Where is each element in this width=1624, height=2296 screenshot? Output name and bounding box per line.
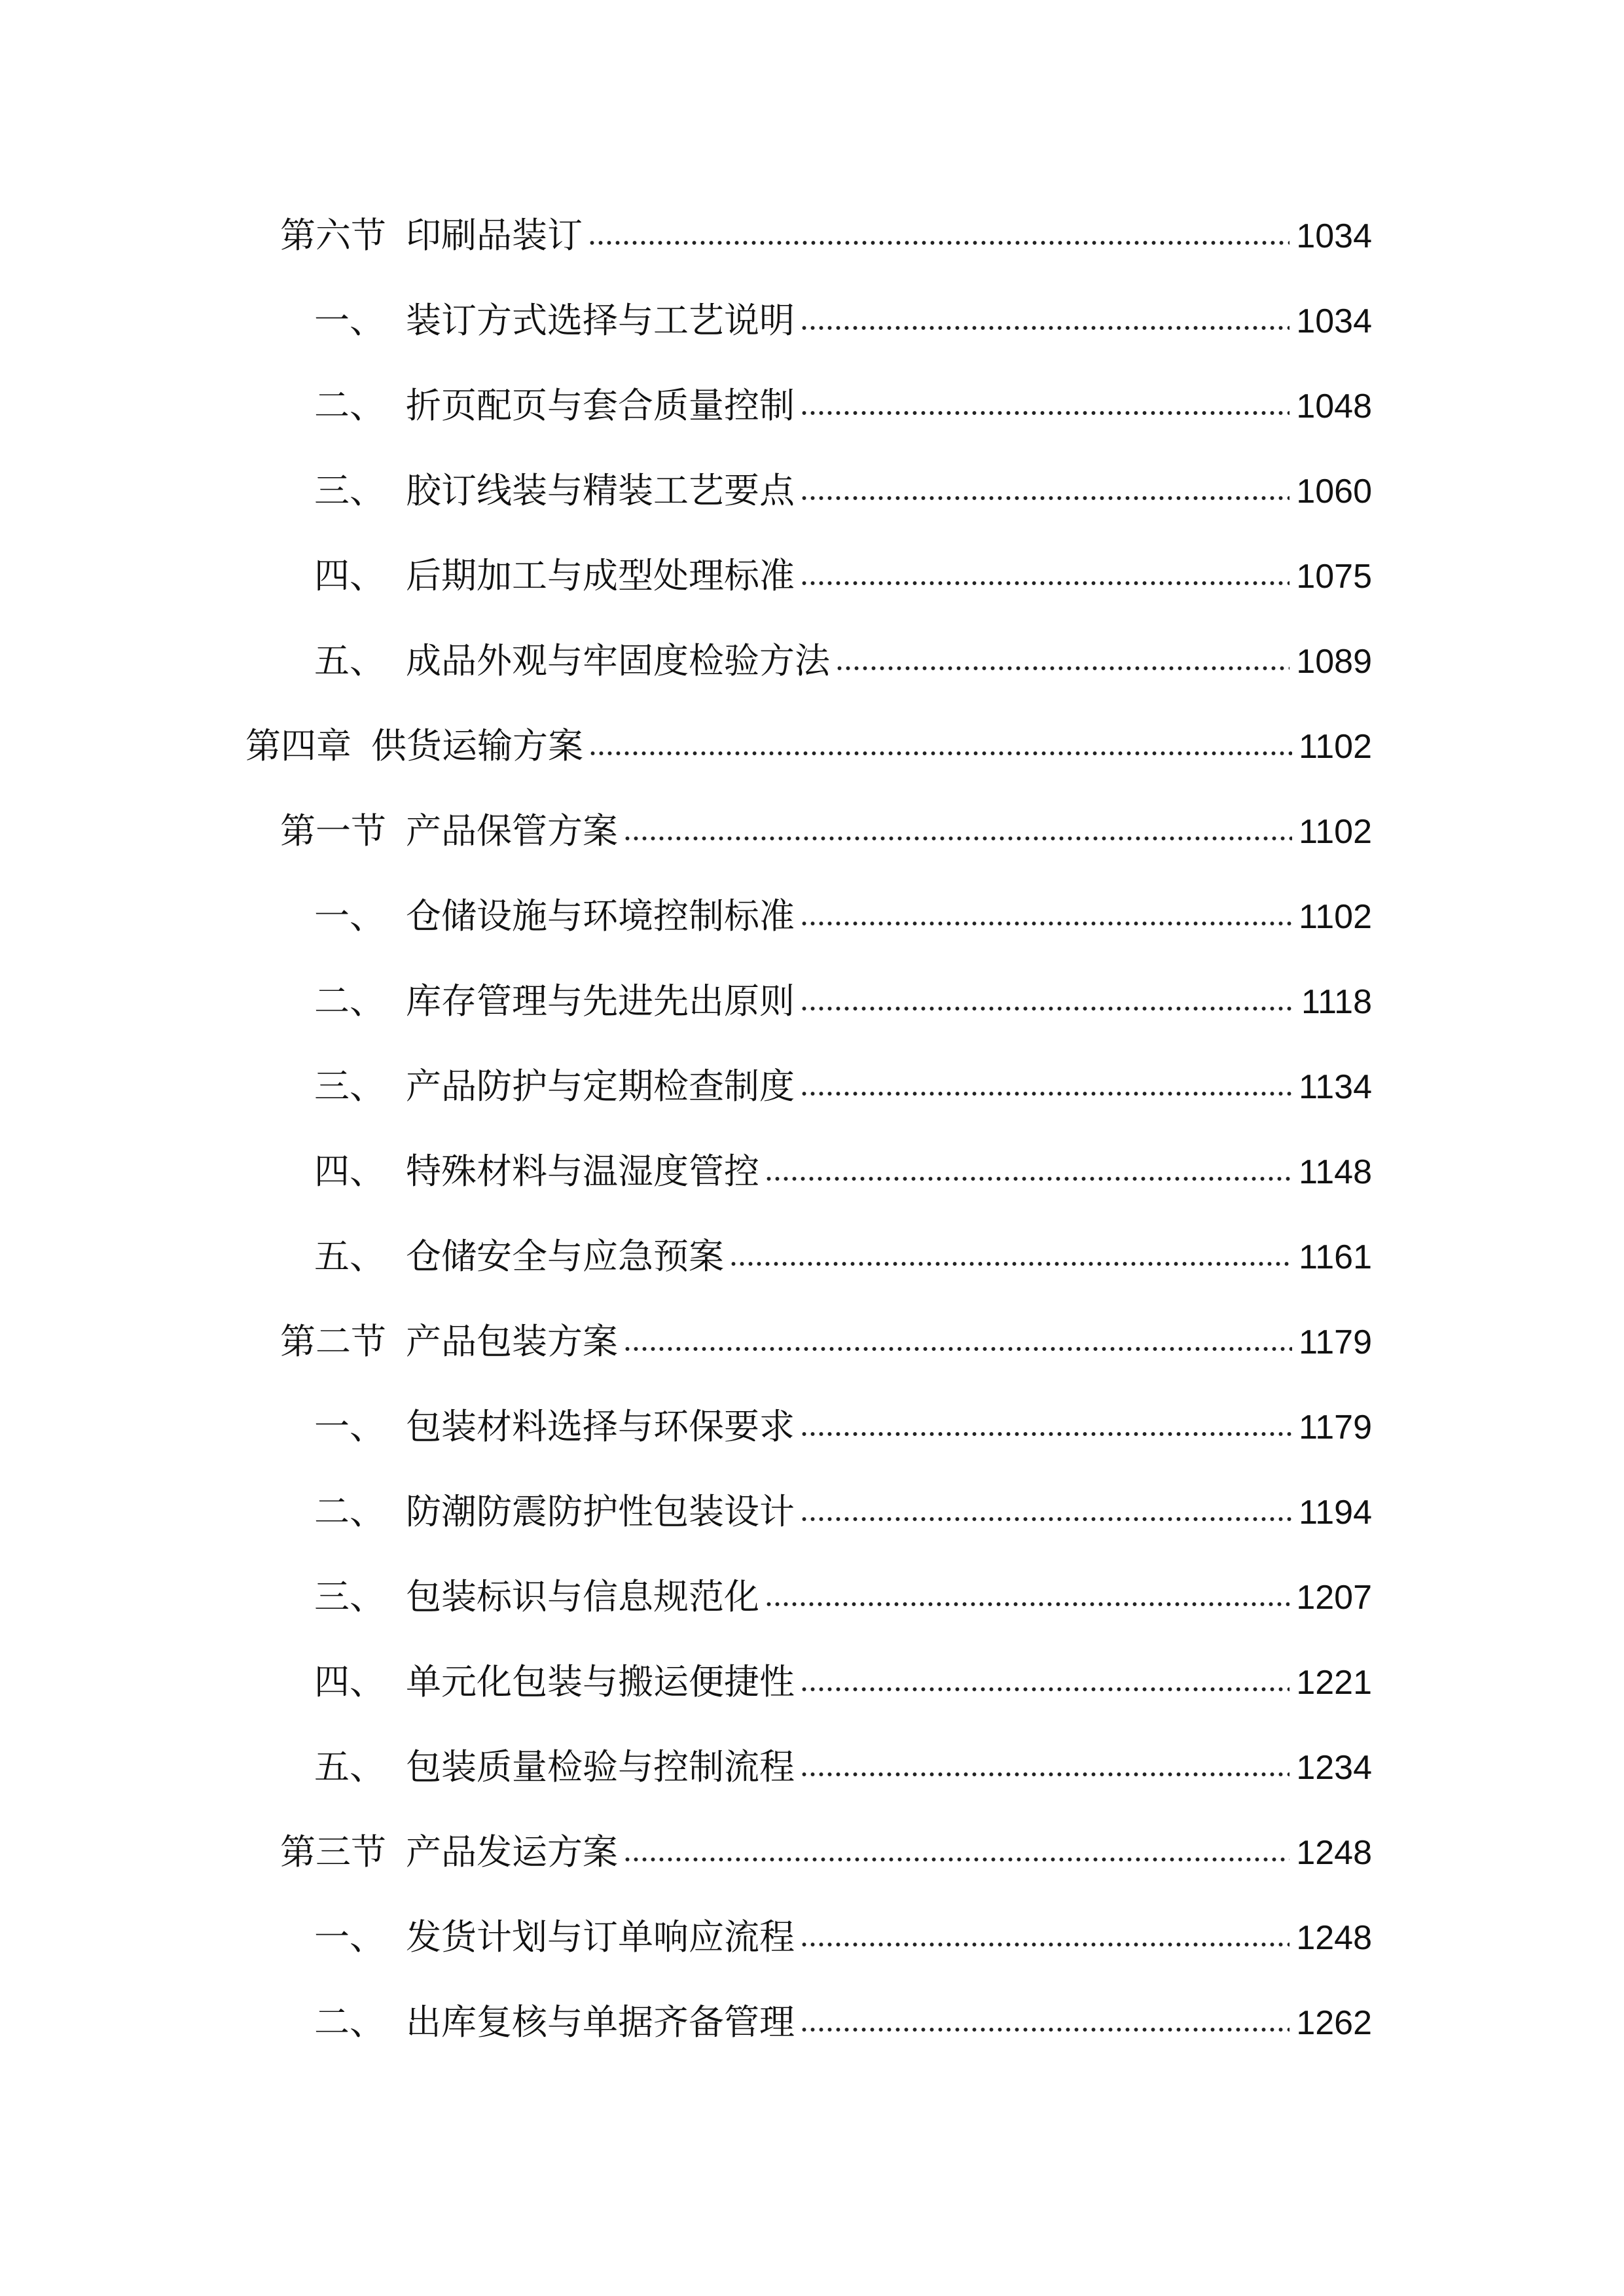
- toc-entry-page: 1034: [1296, 302, 1372, 340]
- toc-entry[interactable]: [280, 209, 1372, 262]
- toc-entry-page: 1221: [1296, 1664, 1372, 1702]
- toc-entry-page: 1262: [1296, 2004, 1372, 2042]
- toc-entry[interactable]: [314, 1996, 1372, 2049]
- toc-entry[interactable]: [314, 1741, 1372, 1793]
- toc-entry-title: 产品包装方案: [406, 1321, 618, 1362]
- toc-entry-page: 1179: [1299, 1323, 1372, 1361]
- dot-leader: [800, 1004, 1295, 1013]
- toc-entry-page: 1048: [1296, 387, 1372, 425]
- toc-entry-title: 成品外观与牢固度检验方法: [406, 640, 830, 681]
- toc-entry-label: 二、: [314, 385, 385, 426]
- toc-entry-page: 1102: [1299, 898, 1372, 936]
- dot-leader: [765, 1600, 1290, 1609]
- dot-leader: [588, 749, 1292, 758]
- toc-entry-label: 五、: [314, 1746, 385, 1787]
- toc-entry-title: 产品保管方案: [406, 810, 618, 852]
- dot-leader: [800, 579, 1290, 588]
- dot-leader: [800, 1429, 1292, 1439]
- toc-entry-page: 1089: [1296, 643, 1372, 681]
- toc-entry-title: 后期加工与成型处理标准: [406, 555, 795, 596]
- toc-entry-title: 装订方式选择与工艺说明: [406, 300, 795, 341]
- toc-entry[interactable]: [314, 890, 1372, 942]
- toc-entry-title: 印刷品装订: [406, 215, 583, 256]
- toc-entry-title: 出库复核与单据齐备管理: [406, 2001, 795, 2043]
- toc-entry[interactable]: [314, 1145, 1372, 1198]
- dot-leader: [800, 1770, 1290, 1779]
- toc-entry-page: 1248: [1296, 1919, 1372, 1957]
- toc-entry[interactable]: [314, 1486, 1372, 1538]
- dot-leader: [800, 1685, 1290, 1694]
- toc-entry[interactable]: [314, 1230, 1372, 1283]
- toc-entry-label: 四、: [314, 1661, 385, 1702]
- dot-leader: [588, 238, 1290, 247]
- dot-leader: [623, 834, 1292, 843]
- dot-leader: [800, 493, 1290, 503]
- toc-entry-title: 包装质量检验与控制流程: [406, 1746, 795, 1787]
- toc-entry-page: 1194: [1299, 1494, 1372, 1532]
- dot-leader: [800, 408, 1290, 418]
- toc-entry[interactable]: [314, 1571, 1372, 1623]
- toc-entry-title: 单元化包装与搬运便捷性: [406, 1661, 795, 1702]
- toc-entry-label: 第二节: [280, 1321, 386, 1362]
- dot-leader: [800, 1515, 1292, 1524]
- toc-entry[interactable]: [314, 550, 1372, 602]
- toc-entry-page: 1102: [1299, 813, 1372, 851]
- toc-entry-label: 五、: [314, 1236, 385, 1277]
- toc-entry-label: 四、: [314, 555, 385, 596]
- toc-entry[interactable]: [314, 1060, 1372, 1113]
- toc-entry-label: 三、: [314, 1066, 385, 1107]
- toc-entry-title: 供货运输方案: [371, 725, 583, 766]
- dot-leader: [835, 664, 1290, 673]
- toc-entry-title: 产品发运方案: [406, 1831, 618, 1873]
- toc-entry-page: 1075: [1296, 558, 1372, 596]
- toc-entry-page: 1134: [1299, 1068, 1372, 1106]
- dot-leader: [800, 1089, 1292, 1098]
- toc-entry-page: 1102: [1299, 728, 1372, 766]
- toc-entry-label: 第六节: [280, 215, 386, 256]
- toc-entry-label: 一、: [314, 300, 385, 341]
- toc-entry-label: 五、: [314, 640, 385, 681]
- toc-entry-page: 1179: [1299, 1408, 1372, 1446]
- toc-entry-page: 1060: [1296, 473, 1372, 511]
- toc-entry-title: 胶订线装与精装工艺要点: [406, 470, 795, 511]
- toc-entry-page: 1148: [1299, 1153, 1372, 1191]
- toc-entry[interactable]: [314, 380, 1372, 432]
- toc-entry[interactable]: [280, 805, 1372, 857]
- dot-leader: [800, 1940, 1290, 1949]
- toc-entry[interactable]: [314, 295, 1372, 347]
- toc-entry-label: 一、: [314, 1916, 385, 1958]
- toc-entry[interactable]: [314, 1911, 1372, 1964]
- toc-entry-page: 1234: [1296, 1749, 1372, 1787]
- dot-leader: [623, 1855, 1290, 1864]
- toc-entry[interactable]: [314, 465, 1372, 517]
- toc-entry-title: 包装材料选择与环保要求: [406, 1406, 795, 1447]
- toc-entry-title: 仓储设施与环境控制标准: [406, 895, 795, 937]
- toc-entry-title: 包装标识与信息规范化: [406, 1576, 759, 1617]
- toc-entry-label: 一、: [314, 895, 385, 937]
- toc-entry[interactable]: [314, 975, 1372, 1028]
- toc-entry-page: 1034: [1296, 217, 1372, 255]
- toc-entry-label: 四、: [314, 1151, 385, 1192]
- toc-entry-page: 1118: [1301, 983, 1372, 1021]
- dot-leader: [729, 1259, 1292, 1268]
- dot-leader: [623, 1344, 1292, 1354]
- toc-entry-title: 折页配页与套合质量控制: [406, 385, 795, 426]
- toc-entry-page: 1207: [1296, 1579, 1372, 1617]
- dot-leader: [800, 919, 1292, 928]
- toc-entry-page: 1161: [1299, 1238, 1372, 1276]
- toc-entry-title: 库存管理与先进先出原则: [406, 980, 795, 1022]
- dot-leader: [800, 2025, 1290, 2034]
- toc-entry[interactable]: [280, 1316, 1372, 1368]
- toc-entry-label: 三、: [314, 1576, 385, 1617]
- toc-entry-label: 二、: [314, 1491, 385, 1532]
- toc-entry-label: 二、: [314, 2001, 385, 2043]
- toc-entry-title: 特殊材料与温湿度管控: [406, 1151, 759, 1192]
- toc-entry-label: 第四章: [245, 725, 352, 766]
- toc-entry[interactable]: [245, 720, 1372, 772]
- dot-leader: [765, 1174, 1292, 1183]
- toc-entry-label: 三、: [314, 470, 385, 511]
- toc-entry-title: 仓储安全与应急预案: [406, 1236, 724, 1277]
- toc-entry-label: 第三节: [280, 1831, 386, 1873]
- toc-entry[interactable]: [280, 1826, 1372, 1878]
- toc-entry[interactable]: [314, 635, 1372, 687]
- toc-entry-title: 产品防护与定期检查制度: [406, 1066, 795, 1107]
- toc-entry-title: 防潮防震防护性包装设计: [406, 1491, 795, 1532]
- toc-entry[interactable]: [314, 1656, 1372, 1708]
- toc-entry-label: 二、: [314, 980, 385, 1022]
- toc-entry-label: 第一节: [280, 810, 386, 852]
- toc-entry[interactable]: [314, 1401, 1372, 1453]
- toc-entry-label: 一、: [314, 1406, 385, 1447]
- toc-entry-page: 1248: [1296, 1834, 1372, 1872]
- dot-leader: [800, 323, 1290, 332]
- toc-entry-title: 发货计划与订单响应流程: [406, 1916, 795, 1958]
